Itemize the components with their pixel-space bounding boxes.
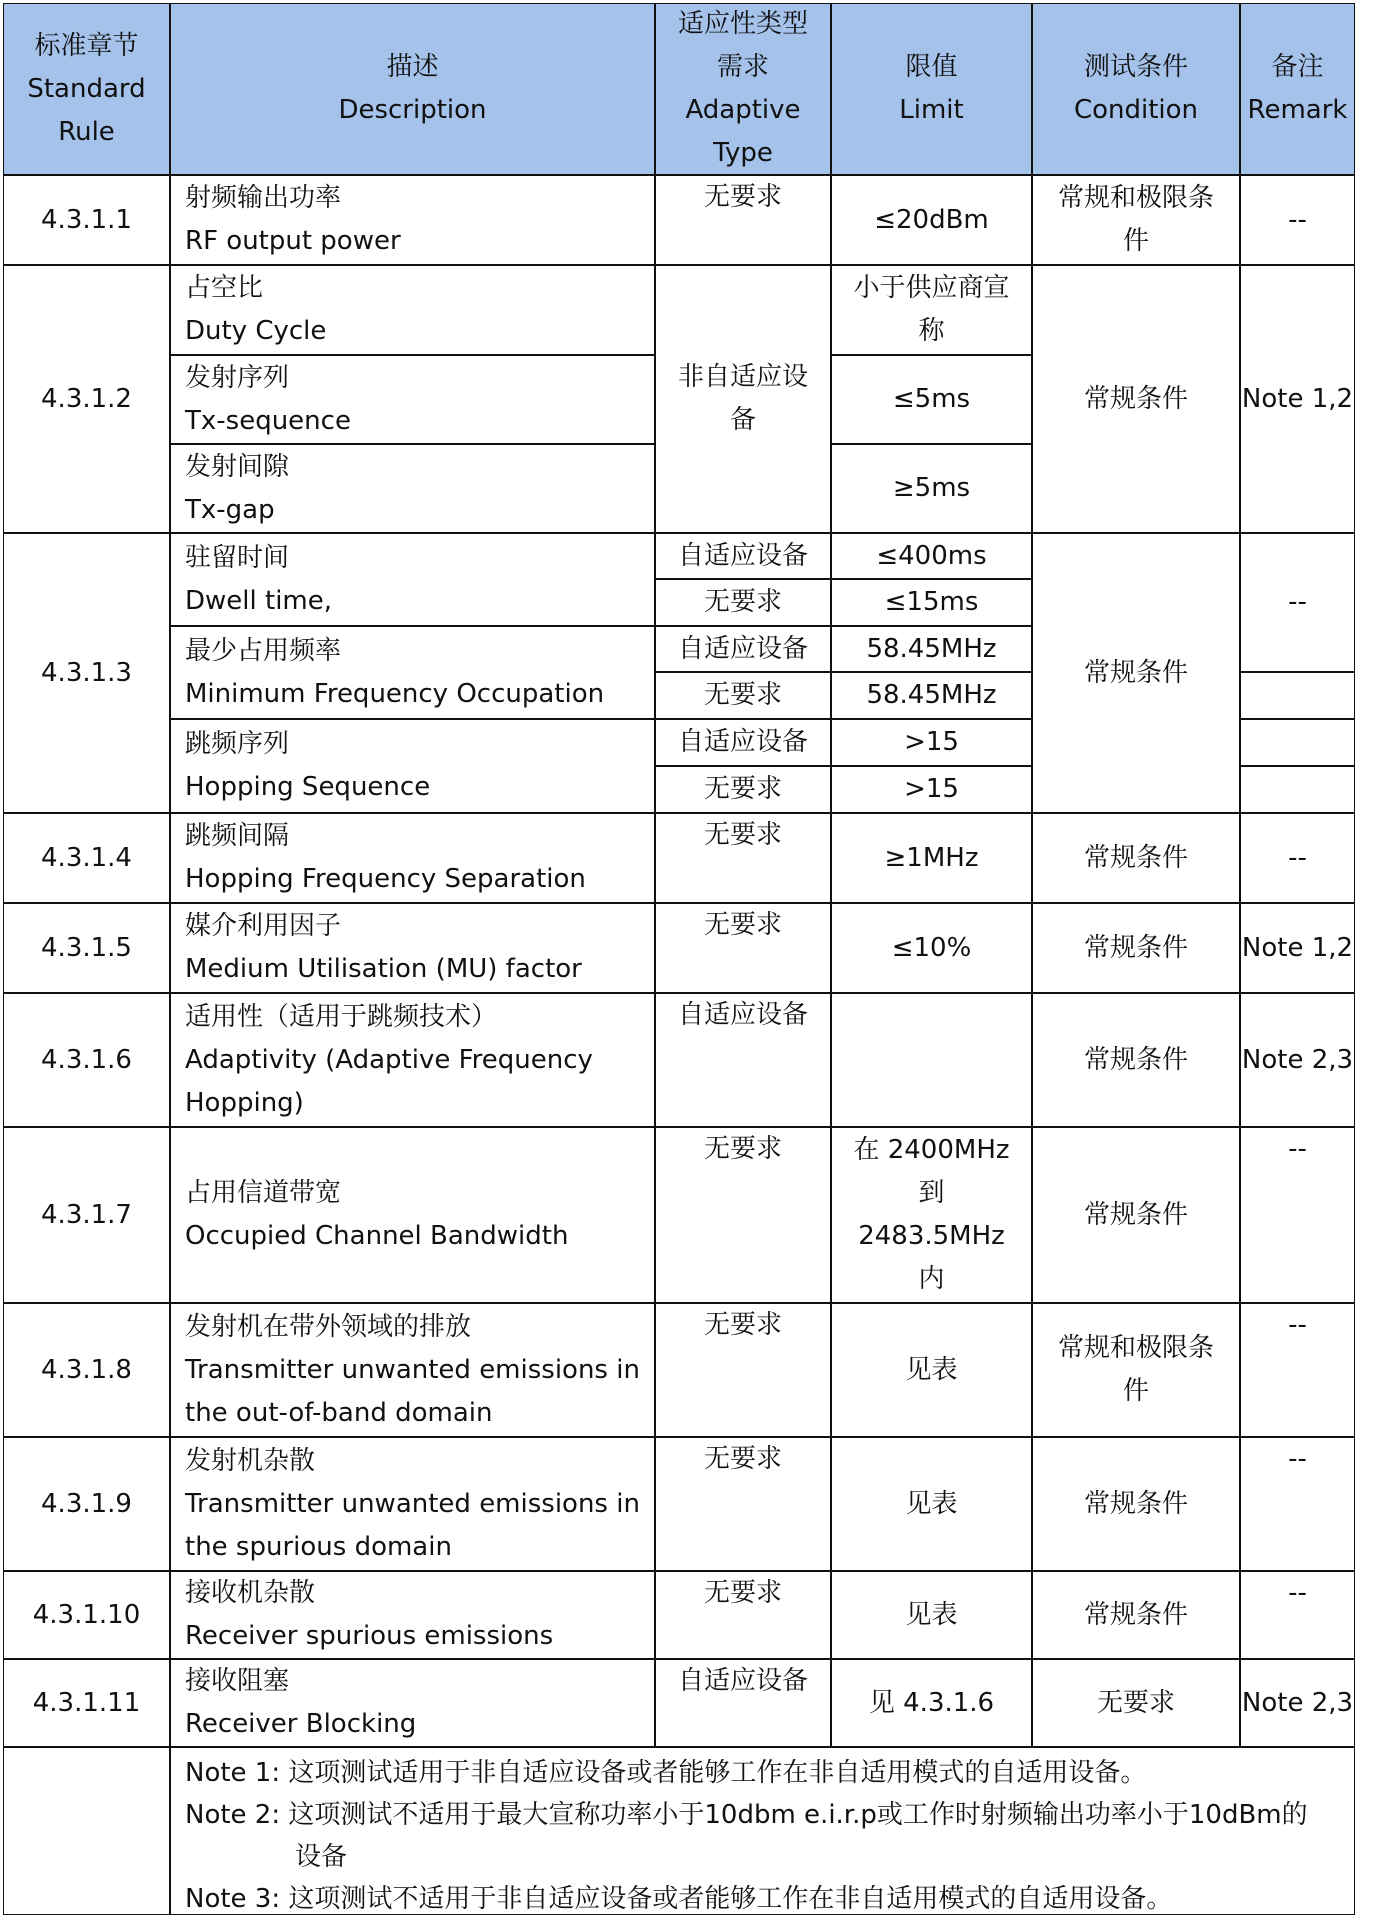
remark-cell: -- — [1240, 175, 1355, 265]
header-cond-en: Condition — [1073, 95, 1199, 125]
cond-line1: 常规和极限条 — [1057, 1333, 1214, 1363]
type-cell: 无要求 — [655, 579, 831, 626]
desc-cn: 发射机杂散 — [185, 1445, 316, 1476]
test-requirements-table — [4, 4, 1356, 1916]
description-cell — [170, 444, 655, 533]
limit-line2: 到 — [918, 1178, 945, 1208]
type-line2: 备 — [729, 405, 756, 435]
rule-cell: 4.3.1.1 — [3, 175, 170, 265]
condition-cell: 常规条件 — [1032, 993, 1240, 1127]
rule-cell: 4.3.1.3 — [3, 533, 170, 813]
description-cell — [170, 626, 655, 719]
rule-cell: 4.3.1.8 — [3, 1303, 170, 1437]
description-cell — [170, 175, 655, 265]
type-cell: 无要求 — [655, 903, 831, 993]
description-cell — [170, 1437, 655, 1571]
desc-en: Occupied Channel Bandwidth — [185, 1221, 569, 1251]
header-rule — [3, 3, 170, 175]
header-desc-cn: 描述 — [386, 52, 439, 82]
desc-en: Receiver spurious emissions — [185, 1621, 554, 1651]
rule-cell: 4.3.1.6 — [3, 993, 170, 1127]
remark-cell: -- — [1240, 1127, 1355, 1303]
description-cell — [170, 719, 655, 813]
condition-cell: 常规条件 — [1032, 813, 1240, 903]
header-cond-cn: 测试条件 — [1083, 52, 1188, 82]
desc-en: Duty Cycle — [185, 316, 327, 346]
description-cell — [170, 1127, 655, 1303]
header-condition — [1032, 3, 1240, 175]
limit-cell: >15 — [831, 766, 1032, 813]
desc-cn: 适用性（适用于跳频技术） — [185, 1001, 498, 1032]
desc-cn: 媒介利用因子 — [185, 911, 342, 941]
remark-cell: Note 1,2 — [1240, 265, 1355, 533]
remark-cell: -- — [1240, 1303, 1355, 1437]
limit-cell: >15 — [831, 719, 1032, 766]
type-cell: 无要求 — [655, 766, 831, 813]
type-cell: 无要求 — [655, 813, 831, 903]
type-cell: 无要求 — [655, 1437, 831, 1571]
condition-cell — [1032, 1303, 1240, 1437]
condition-cell: 常规条件 — [1032, 1571, 1240, 1659]
rule-cell: 4.3.1.5 — [3, 903, 170, 993]
limit-cell: ≤10% — [831, 903, 1032, 993]
limit-cell: ≤15ms — [831, 579, 1032, 626]
header-rule-cn: 标准章节 — [34, 30, 139, 61]
note-2-continued: 设备 — [295, 1842, 348, 1872]
limit-cell: 见表 — [831, 1571, 1032, 1659]
limit-cell: ≥1MHz — [831, 813, 1032, 903]
limit-cell: ≤400ms — [831, 533, 1032, 579]
limit-cell: ≤5ms — [831, 355, 1032, 444]
header-type-cn2: 需求 — [716, 52, 769, 82]
desc-en: Minimum Frequency Occupation — [185, 678, 605, 709]
condition-cell: 常规条件 — [1032, 1437, 1240, 1571]
desc-en: Dwell time, — [185, 585, 332, 616]
desc-en: Receiver Blocking — [185, 1709, 417, 1739]
remark-cell: -- — [1240, 813, 1355, 903]
desc-cn: 接收机杂散 — [185, 1578, 316, 1608]
desc-cn: 占空比 — [185, 273, 264, 303]
type-cell — [655, 265, 831, 533]
header-limit-en: Limit — [899, 95, 964, 125]
cond-line2: 件 — [1122, 226, 1149, 256]
desc-en-line1: Transmitter unwanted emissions in — [185, 1354, 640, 1385]
remark-cell: -- — [1240, 1437, 1355, 1571]
limit-cell: ≥5ms — [831, 444, 1032, 533]
desc-en-line1: Adaptivity (Adaptive Frequency — [185, 1044, 593, 1075]
desc-cn: 占用信道带宽 — [185, 1178, 342, 1208]
condition-cell: 常规条件 — [1032, 903, 1240, 993]
condition-cell: 常规条件 — [1032, 1127, 1240, 1303]
header-type-en2: Type — [713, 138, 773, 168]
type-cell: 自适应设备 — [655, 993, 831, 1127]
description-cell — [170, 1303, 655, 1437]
type-cell: 无要求 — [655, 1303, 831, 1437]
remark-cell-empty — [1240, 766, 1355, 813]
remark-cell-empty — [1240, 672, 1355, 719]
desc-cn: 发射序列 — [185, 362, 290, 393]
header-desc-en: Description — [338, 95, 487, 125]
desc-en: Medium Utilisation (MU) factor — [185, 954, 582, 984]
remark-cell: Note 2,3 — [1240, 1659, 1355, 1747]
description-cell — [170, 1571, 655, 1659]
type-cell: 自适应设备 — [655, 533, 831, 579]
limit-cell — [831, 1127, 1032, 1303]
description-cell — [170, 903, 655, 993]
cond-line2: 件 — [1122, 1376, 1149, 1406]
header-description — [170, 3, 655, 175]
condition-cell: 常规条件 — [1032, 265, 1240, 533]
desc-en: Hopping Sequence — [185, 772, 431, 802]
type-cell: 无要求 — [655, 672, 831, 719]
remark-cell: Note 2,3 — [1240, 993, 1355, 1127]
header-remark — [1240, 3, 1355, 175]
condition-cell: 常规条件 — [1032, 533, 1240, 813]
desc-cn: 跳频序列 — [185, 729, 290, 759]
desc-en-line2: Hopping) — [185, 1087, 304, 1118]
description-cell — [170, 993, 655, 1127]
rule-cell: 4.3.1.7 — [3, 1127, 170, 1303]
desc-en-line2: the spurious domain — [185, 1531, 452, 1562]
limit-line4: 内 — [918, 1264, 945, 1294]
limit-line2: 称 — [918, 316, 945, 346]
type-cell: 无要求 — [655, 1571, 831, 1659]
header-remark-en: Remark — [1247, 95, 1348, 125]
cond-line1: 常规和极限条 — [1057, 183, 1214, 213]
remark-cell: -- — [1240, 1571, 1355, 1659]
condition-cell — [1032, 175, 1240, 265]
description-cell — [170, 813, 655, 903]
rule-cell: 4.3.1.4 — [3, 813, 170, 903]
desc-en: Hopping Frequency Separation — [185, 864, 586, 894]
limit-cell: 见表 — [831, 1437, 1032, 1571]
desc-cn: 接收阻塞 — [185, 1666, 290, 1696]
desc-en: Tx-gap — [185, 494, 275, 525]
description-cell — [170, 355, 655, 444]
note-3: Note 3: 这项测试不适用于非自适应设备或者能够工作在非自适用模式的自适用设备。 — [185, 1884, 1173, 1914]
limit-cell: 58.45MHz — [831, 672, 1032, 719]
limit-cell — [831, 993, 1032, 1127]
note-1: Note 1: 这项测试适用于非自适应设备或者能够工作在非自适用模式的自适用设备。 — [185, 1758, 1147, 1788]
rule-cell: 4.3.1.9 — [3, 1437, 170, 1571]
remark-cell: -- — [1240, 533, 1355, 672]
type-cell: 无要求 — [655, 175, 831, 265]
condition-cell: 无要求 — [1032, 1659, 1240, 1747]
limit-cell: ≤20dBm — [831, 175, 1032, 265]
limit-line1: 小于供应商宣 — [853, 273, 1010, 303]
rule-cell: 4.3.1.10 — [3, 1571, 170, 1659]
header-limit-cn: 限值 — [905, 52, 958, 82]
description-cell — [170, 533, 655, 626]
limit-line1: 在 2400MHz — [853, 1135, 1010, 1165]
header-rule-en2: Rule — [58, 116, 115, 147]
desc-en: RF output power — [185, 226, 401, 256]
description-cell — [170, 1659, 655, 1747]
limit-cell — [831, 265, 1032, 355]
desc-cn: 发射间隙 — [185, 451, 290, 482]
header-limit — [831, 3, 1032, 175]
remark-cell-empty — [1240, 719, 1355, 766]
type-cell: 自适应设备 — [655, 719, 831, 766]
rule-cell: 4.3.1.2 — [3, 265, 170, 533]
note-2: Note 2: 这项测试不适用于最大宣称功率小于10dbm e.i.r.p或工作时射频输出功率小于10dBm的 — [185, 1800, 1308, 1830]
type-cell: 自适应设备 — [655, 626, 831, 672]
desc-cn: 射频输出功率 — [185, 183, 342, 213]
desc-en-line1: Transmitter unwanted emissions in — [185, 1488, 640, 1519]
desc-cn: 驻留时间 — [185, 542, 290, 573]
notes-rule-cell — [3, 1747, 170, 1915]
header-type-en1: Adaptive — [685, 95, 801, 125]
type-line1: 非自适应设 — [677, 362, 808, 392]
header-type-cn1: 适应性类型 — [677, 9, 808, 39]
limit-cell: 见表 — [831, 1303, 1032, 1437]
header-remark-cn: 备注 — [1271, 52, 1324, 82]
limit-cell: 见 4.3.1.6 — [831, 1659, 1032, 1747]
desc-cn: 最少占用频率 — [185, 635, 342, 666]
type-cell: 无要求 — [655, 1127, 831, 1303]
desc-en: Tx-sequence — [185, 405, 351, 436]
desc-en-line2: the out-of-band domain — [185, 1397, 493, 1428]
limit-line3: 2483.5MHz — [858, 1221, 1005, 1251]
header-rule-en1: Standard — [27, 73, 146, 104]
rule-cell: 4.3.1.11 — [3, 1659, 170, 1747]
description-cell — [170, 265, 655, 355]
limit-cell: 58.45MHz — [831, 626, 1032, 672]
desc-cn: 跳频间隔 — [185, 821, 290, 851]
type-cell: 自适应设备 — [655, 1659, 831, 1747]
remark-cell: Note 1,2 — [1240, 903, 1355, 993]
notes-cell — [170, 1747, 1355, 1915]
desc-cn: 发射机在带外领域的排放 — [185, 1311, 472, 1342]
header-adaptive-type — [655, 3, 831, 175]
